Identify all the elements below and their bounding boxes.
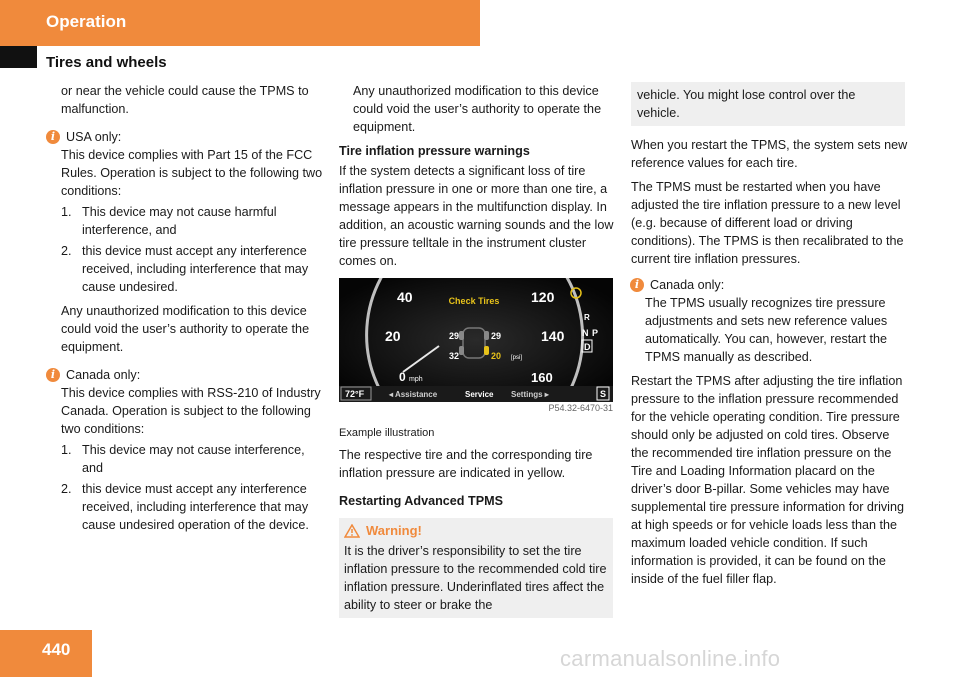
list-number: 2. — [61, 482, 72, 496]
warning-body: It is the driver’s responsibility to set the tire inflation pressure to the recommended cold tire inflation pressure. Underinflated tires affect the ability to steer or brake the — [344, 544, 607, 612]
gear-indicator: N — [582, 328, 589, 338]
note-body: This device complies with RSS-210 of Industry Canada. Operation is subject to the following two conditions: — [61, 386, 321, 436]
list-text: This device may not cause harmful interference, and — [82, 205, 277, 237]
note-body: This device complies with Part 15 of the FCC Rules. Operation is subject to the following two conditions: — [61, 148, 323, 198]
warning-continued-box — [631, 82, 905, 126]
condition-list — [61, 203, 323, 296]
speed-label: 20 — [385, 328, 401, 344]
note-after: Any unauthorized modification to this device could void the user’s authority to operate the equipment. — [61, 304, 310, 354]
speed-label: 160 — [531, 370, 553, 385]
canada-note — [631, 276, 908, 366]
tire-pressure-front-left: 29 — [449, 331, 460, 341]
note-heading: Canada only: — [66, 368, 141, 382]
note-heading: USA only: — [66, 130, 122, 144]
tire-pressure-rear-left: 32 — [449, 351, 460, 361]
warning-title: Warning! — [366, 523, 422, 538]
note-heading: Canada only: — [650, 278, 725, 292]
column-2 — [339, 82, 615, 618]
section-heading: Restarting Advanced TPMS — [339, 494, 503, 508]
list-item — [61, 480, 323, 534]
menu-settings: Settings ▸ — [511, 390, 549, 399]
note-body: The TPMS usually recognizes tire pressure adjustments and sets new reference values automatically. You can, however, restart the TPMS manually as described. — [645, 296, 888, 364]
list-item — [61, 441, 323, 477]
warning-box — [339, 518, 613, 618]
list-text: This device may not cause interference, and — [82, 443, 305, 475]
paragraph: Restart the TPMS after adjusting the tire inflation pressure to the inflation pressure recommended for the vehicle operating condition. Tire pressure should only be adjusted on cold tires. Observe the recommended tire inflation pressure on the Tire and Loading Information placard on the driver’s door B-pillar. Some vehicles may have supplemental tire pressure information for driving at high speeds or for vehicle loads less than the maximum loaded vehicle condition. If such information is provided, it can be found on the inside of the fuel filler flap. — [631, 374, 904, 586]
speed-label: 120 — [531, 289, 555, 305]
usa-note — [50, 128, 323, 356]
list-text: this device must accept any interference received, including interference that may cause undesired operation of the device. — [82, 482, 309, 532]
menu-assistance: ◂ Assistance — [389, 390, 438, 399]
figure-caption: Example illustration — [339, 427, 435, 439]
warning-continued: vehicle. You might lose control over the vehicle. — [637, 88, 856, 120]
speed-label: 140 — [541, 328, 565, 344]
list-number: 2. — [61, 244, 72, 258]
speed-label: 0 — [399, 370, 406, 384]
section-title: Operation — [46, 12, 127, 31]
column-3 — [631, 82, 908, 594]
gear-indicator: P — [592, 328, 599, 338]
list-number: 1. — [61, 205, 72, 219]
condition-list — [61, 441, 323, 534]
paragraph: Any unauthorized modification to this device could void the user’s authority to operate the equipment. — [353, 84, 602, 134]
tire-pressure-front-right: 29 — [491, 331, 502, 341]
paragraph: or near the vehicle could cause the TPMS to malfunction. — [61, 84, 309, 116]
column-1 — [50, 82, 323, 540]
paragraph: The respective tire and the corresponding tire inflation pressure are indicated in yellow. — [339, 448, 593, 480]
pressure-unit: [psi] — [511, 355, 523, 361]
list-text: this device must accept any interference received, including interference that may cause undesired. — [82, 244, 309, 294]
gear-indicator: R — [584, 313, 590, 322]
outside-temperature: 72°F — [345, 389, 365, 399]
gear-indicator: D — [584, 342, 591, 352]
warning-triangle-icon — [344, 524, 360, 538]
list-item — [61, 242, 323, 296]
info-icon: i — [630, 278, 644, 292]
page-number: 440 — [42, 640, 71, 659]
list-item — [61, 203, 323, 239]
paragraph: The TPMS must be restarted when you have adjusted the tire inflation pressure to a new level (e.g. because of different load or driving conditions). The TPMS is then recalibrated to the current tire inflation pressures. — [631, 180, 904, 266]
figure-code: P54.32-6470-31 — [548, 403, 613, 413]
s-badge: S — [600, 389, 607, 399]
tire-pressure-rear-right: 20 — [491, 351, 502, 361]
speed-label: 40 — [397, 289, 413, 305]
canada-note — [50, 366, 323, 534]
watermark: carmanualsonline.info — [560, 646, 781, 671]
paragraph: If the system detects a significant loss of tire inflation pressure in one or more than one tire, a message appears in the multifunction display. In addition, an acoustic warning sounds and the low tire pressure telltale in the instrument cluster comes on. — [339, 164, 614, 268]
check-tires-message: Check Tires — [448, 296, 500, 306]
list-number: 1. — [61, 443, 72, 457]
speed-unit: mph — [409, 376, 423, 383]
info-icon: i — [46, 368, 60, 382]
info-icon: i — [46, 130, 60, 144]
menu-service: Service — [465, 390, 494, 399]
paragraph: When you restart the TPMS, the system sets new reference values for each tire. — [631, 138, 908, 170]
header-marker — [0, 46, 37, 68]
subsection-title: Tires and wheels — [46, 54, 167, 71]
instrument-cluster-illustration — [339, 278, 613, 402]
cluster-graphic — [339, 278, 613, 402]
section-heading: Tire inflation pressure warnings — [339, 144, 530, 158]
